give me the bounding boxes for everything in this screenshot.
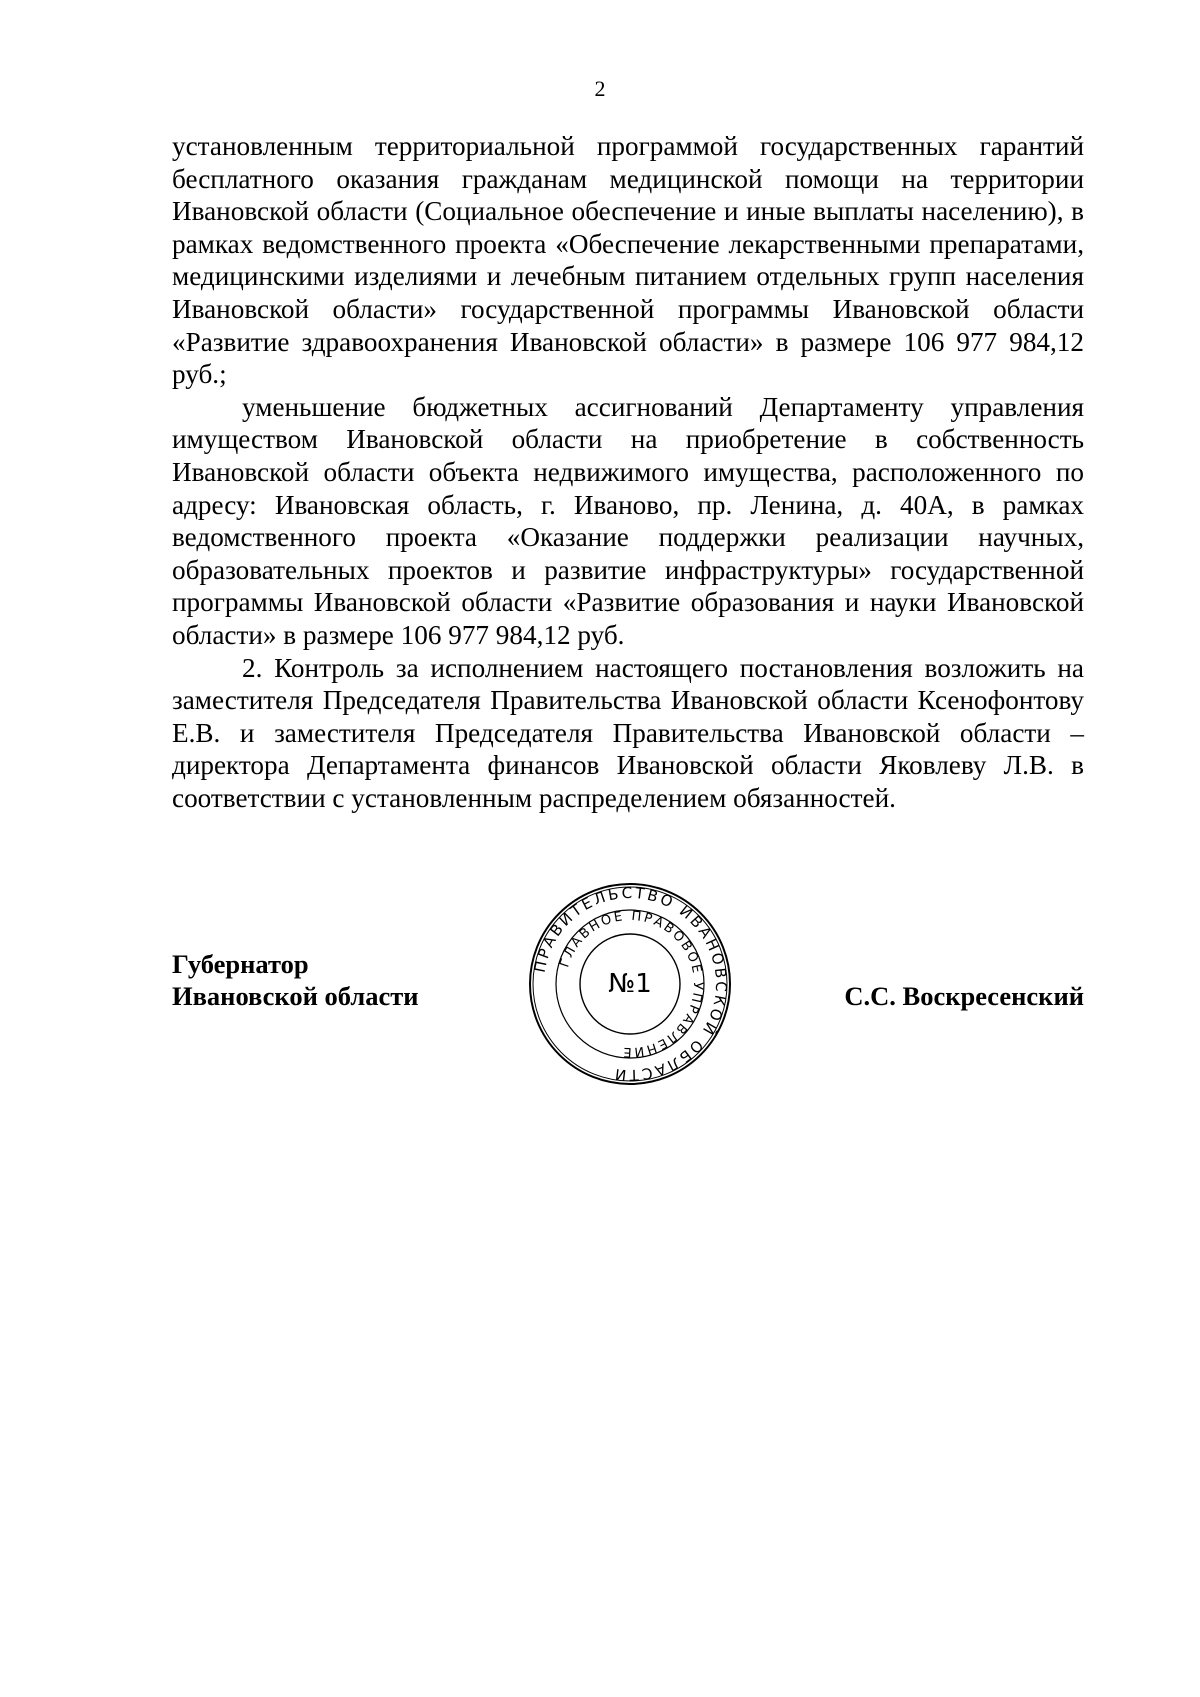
stamp-inner-text: ГЛАВНОЕ ПРАВОВОЕ УПРАВЛЕНИЕ xyxy=(557,908,706,1060)
signatory-title-line1: Губернатор xyxy=(172,949,309,979)
page-number: 2 xyxy=(594,76,606,101)
stamp-outer-text: ПРАВИТЕЛЬСТВО ИВАНОВСКОЙ ОБЛАСТИ xyxy=(530,883,731,1085)
paragraph-1: установленным территориальной программой государственных гарантий бесплатного оказания гражданам медицинской помощи на территории Ивановской области (Социальное обеспечение и иные выплаты населению), в рамках ведомственного проекта «Обеспечение лекарственными препаратами, медицинскими изделиями и лечебным питанием отдельных групп населения Ивановской области» государственной программы Ивановской области «Развитие здравоохранения Ивановской области» в размере 106 977 984,12 руб.; xyxy=(172,131,1084,390)
paragraph-2: уменьшение бюджетных ассигнований Департаменту управления имуществом Ивановской области на приобретение в собственность Ивановской области объекта недвижимого имущества, расположенного по адресу: Ивановская область, г. Иваново, пр. Ленина, д. 40А, в рамках ведомственного проекта «Оказание поддержки реализации научных, образовательных проектов и развитие инфраструктуры» государственной программы Ивановской области «Развитие образования и науки Ивановской области» в размере 106 977 984,12 руб. xyxy=(172,391,1084,650)
signatory-title xyxy=(172,948,419,1012)
document-body xyxy=(172,130,1084,814)
signatory-name: С.С. Воскресенский xyxy=(844,981,1084,1011)
signature-block xyxy=(172,880,1084,1085)
signatory-title-line2: Ивановской области xyxy=(172,981,419,1011)
official-stamp xyxy=(526,880,734,1088)
stamp-number: №1 xyxy=(608,969,652,999)
paragraph-3: 2. Контроль за исполнением настоящего постановления возложить на заместителя Председателя Правительства Ивановской области Ксенофонтову Е.В. и заместителя Председателя Правительства Ивановской области – директора Департамента финансов Ивановской области Яковлеву Л.В. в соответствии с установленным распределением обязанностей. xyxy=(172,652,1084,813)
